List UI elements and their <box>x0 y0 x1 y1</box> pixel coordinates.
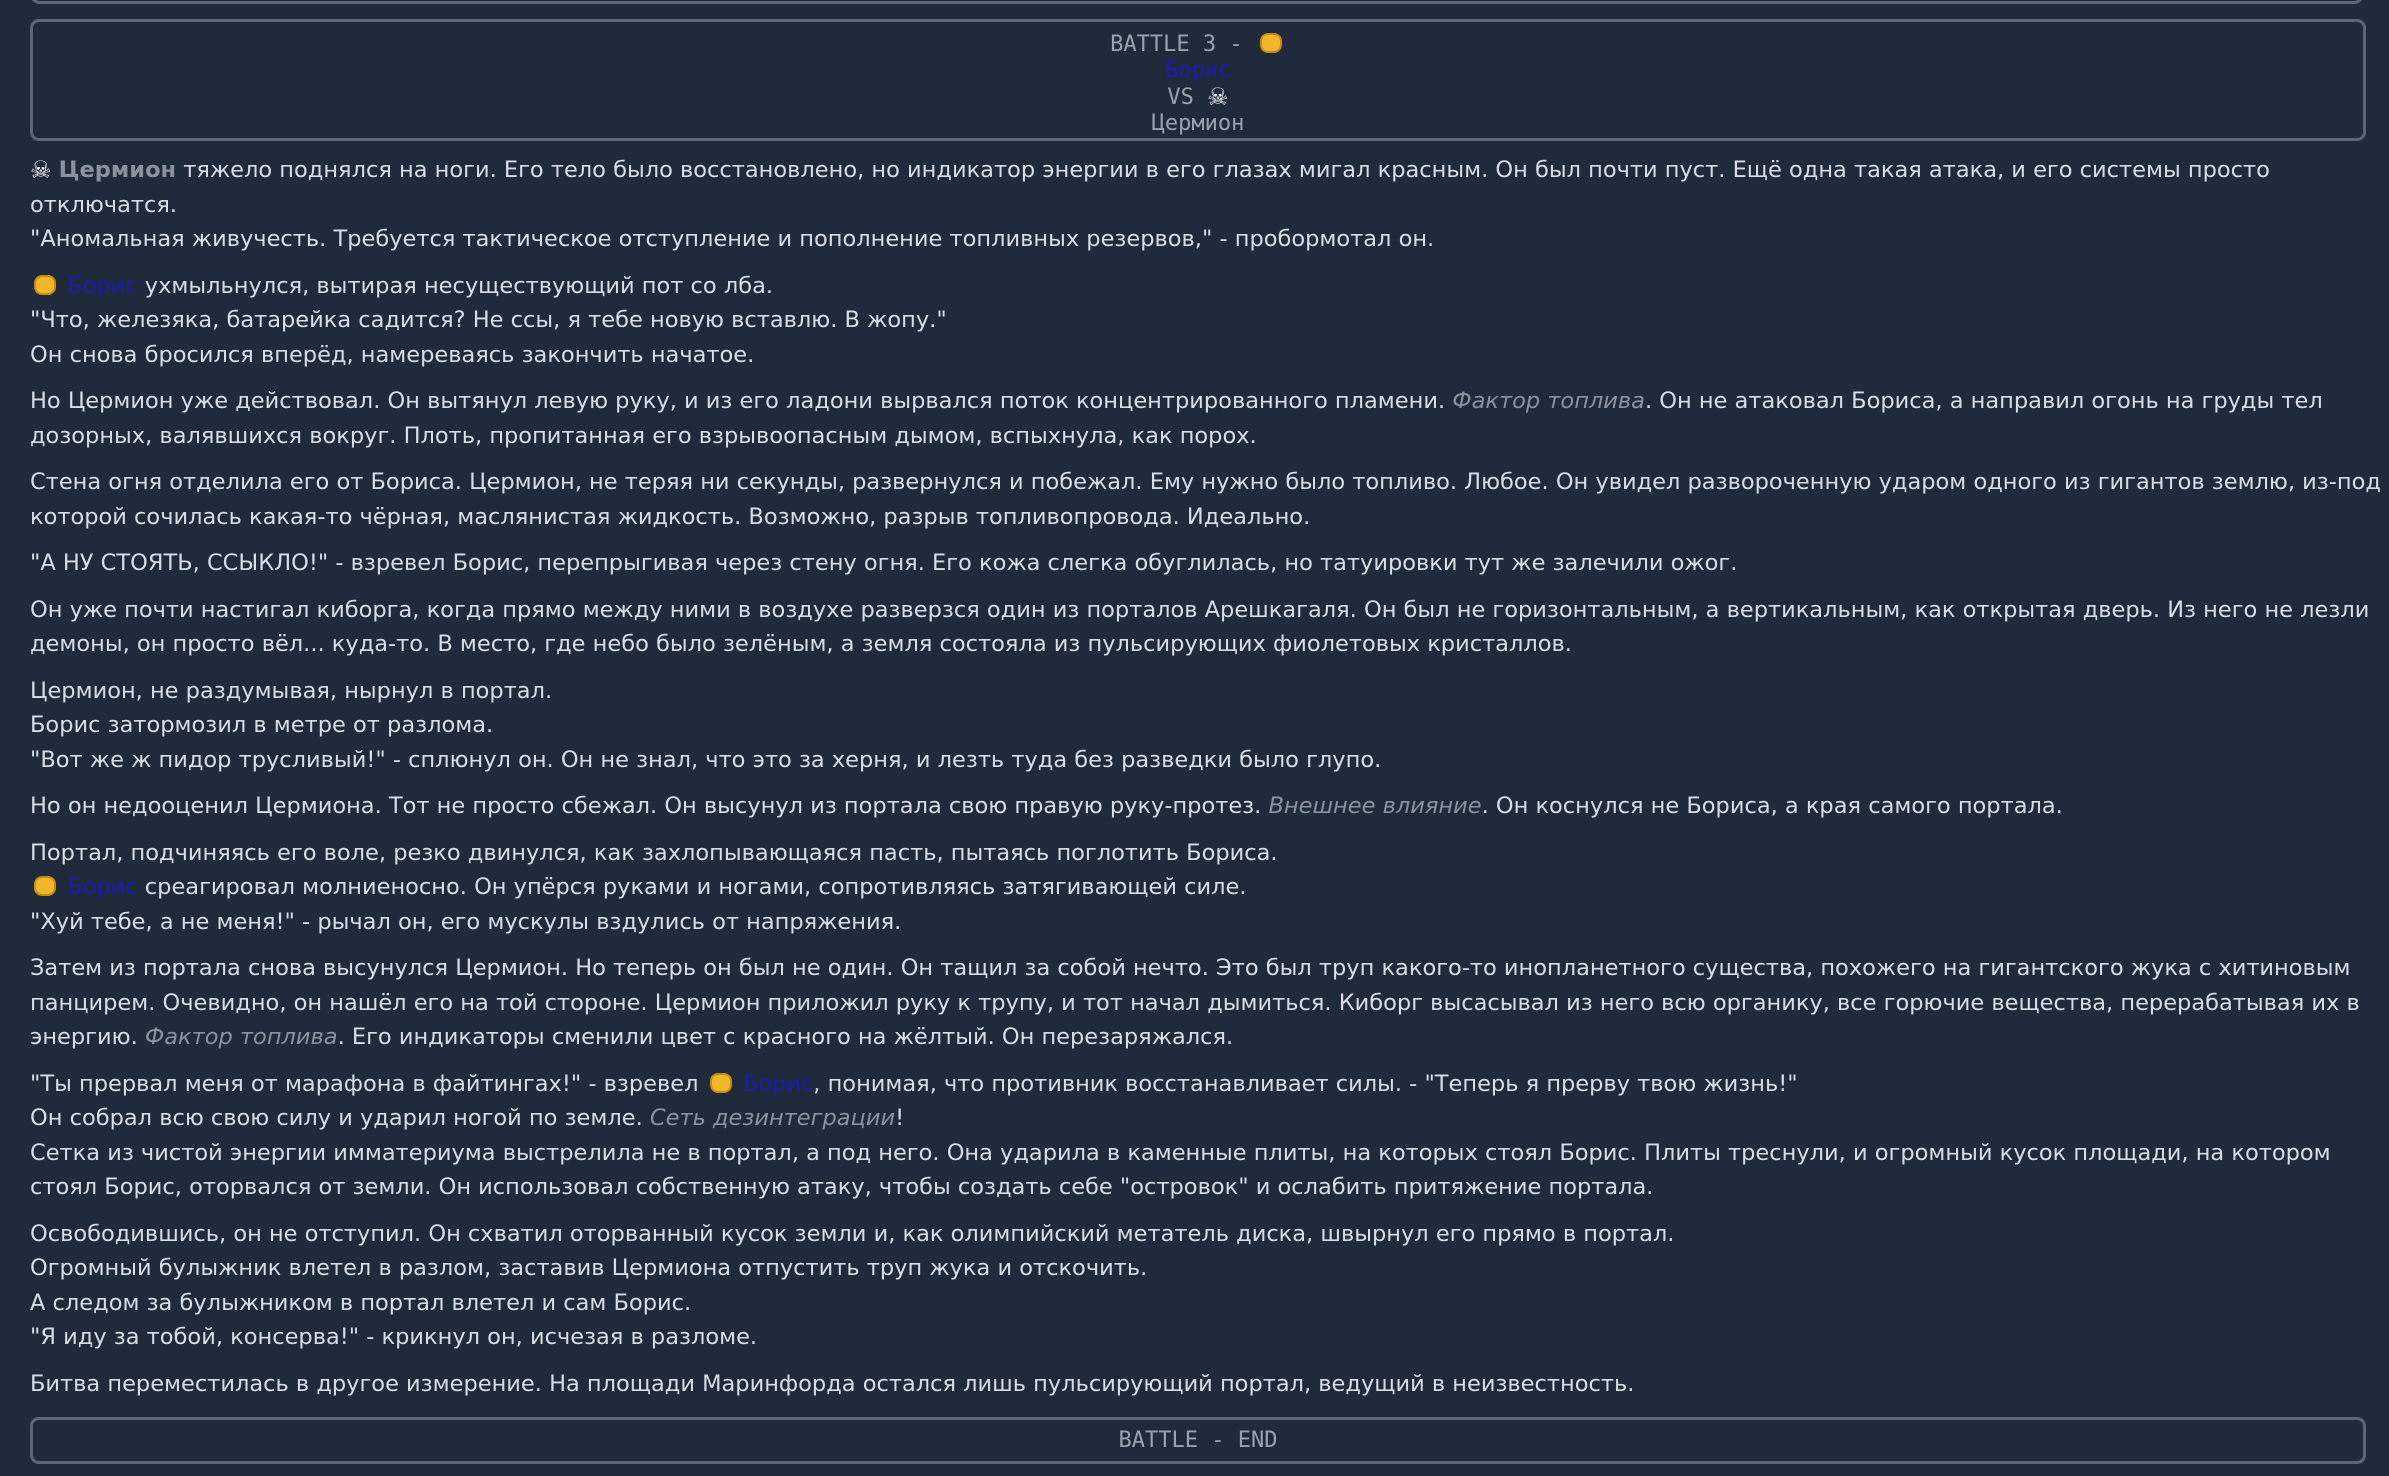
story-text: А следом за булыжником в портал влетел и сам Борис. <box>30 1289 692 1316</box>
story-text: Битва переместилась в другое измерение. На площади Маринфорда остался лишь пульсирующий портал, ведущий в неизвестность. <box>30 1370 1635 1397</box>
battle-header <box>30 19 2366 141</box>
story-text: Цермион, не раздумывая, нырнул в портал. <box>30 677 553 704</box>
fist-icon <box>34 275 56 295</box>
battle-title-line <box>33 32 2363 58</box>
story-text: Затем из портала снова высунулся Цермион. Но теперь он был не один. Он тащил за собой нечто. Это был труп какого-то инопланетного существа, похожего на гигантского жука с хитиновым <box>30 955 2351 981</box>
story-text: . Он коснулся не Бориса, а края самого портала. <box>1481 793 2063 819</box>
story-text: Освободившись, он не отступил. Он схватил оторванный кусок земли и, как олимпийский метатель диска, швырнул его прямо в портал. <box>30 1220 1675 1247</box>
skill-name: Сеть дезинтеграции <box>649 1105 896 1131</box>
story-text: . Он не атаковал Бориса, а направил огонь на груды тел <box>1644 388 2323 414</box>
hero-name: Борис <box>742 1070 814 1097</box>
skull-icon: ☠ <box>1207 83 1229 111</box>
story-text: Он собрал всю свою силу и ударил ногой по земле. <box>30 1105 643 1131</box>
fist-icon <box>1260 33 1282 53</box>
vs-line <box>33 84 2363 111</box>
story-text: Он снова бросился вперёд, намереваясь закончить начатое. <box>30 341 755 368</box>
story-text: . Его индикаторы сменили цвет с красного на жёлтый. Он перезаряжался. <box>337 1024 1234 1050</box>
story-text: тяжело поднялся на ноги. Его тело было восстановлено, но индикатор энергии в его глазах мигал красным. Он был почти пуст. Ещё одна такая атака, и его системы просто <box>183 157 2270 183</box>
story-text: , понимая, что противник восстанавливает силы. - "Теперь я прерву твою жизнь!" <box>813 1070 1798 1097</box>
story-text: стоял Борис, оторвался от земли. Он использовал собственную атаку, чтобы создать себе "островок" и ослабить притяжение портала. <box>30 1174 1654 1200</box>
story-paragraph <box>30 789 2366 824</box>
battle-title: BATTLE 3 - <box>1110 32 1243 57</box>
story-text: "Что, железяка, батарейка садится? Не ссы, я тебе новую вставлю. В жопу." <box>30 307 947 333</box>
story-text: отключатся. <box>30 191 178 218</box>
story-text: Он уже почти настигал киборга, когда прямо между ними в воздухе разверзся один из порталов Арешкагаля. Он был не горизонтальным, а вертикальным, как открытая дверь. Из него не лезли <box>30 596 2370 623</box>
story-paragraph <box>30 546 2366 581</box>
skull-icon: ☠ <box>30 156 52 184</box>
battle-story <box>30 153 2381 1413</box>
story-text: "Аномальная живучесть. Требуется тактическое отступление и пополнение топливных резервов," - пробормотал он. <box>30 226 1435 252</box>
hero-name: Борис <box>67 272 138 299</box>
story-text: Борис затормозил в метре от разлома. <box>30 712 494 738</box>
skill-name: Внешнее влияние <box>1268 793 1482 819</box>
story-text: Стена огня отделила его от Бориса. Цермион, не теряя ни секунды, развернулся и побежал. Ему нужно было топливо. Любое. Он увидел развороченную ударом одного из гигантов землю, из-под <box>30 469 2381 495</box>
skill-name: Фактор топлива <box>1452 388 1645 414</box>
hero-name: Борис <box>67 874 138 900</box>
story-text: Но он недооценил Цермиона. Тот не просто сбежал. Он высунул из портала свою правую руку-протез. <box>30 793 1262 819</box>
story-paragraph <box>30 465 2381 534</box>
story-text: Но Цермион уже действовал. Он вытянул левую руку, и из его ладони вырвался поток концентрированного пламени. <box>30 388 1446 414</box>
story-text: которой сочилась какая-то чёрная, маслянистая жидкость. Возможно, разрыв топливопровода. Идеально. <box>30 503 1311 530</box>
story-paragraph <box>30 1367 2366 1402</box>
skill-name: Фактор топлива <box>144 1024 338 1050</box>
story-text: ухмыльнулся, вытирая несуществующий пот со лба. <box>144 272 774 299</box>
story-paragraph <box>30 674 2366 778</box>
previous-block-border <box>30 0 2364 4</box>
story-paragraph <box>30 593 2370 662</box>
story-paragraph <box>30 836 2366 940</box>
story-text: энергию. <box>30 1024 138 1050</box>
story-text: "Ты прервал меня от марафона в файтингах!" - взревел <box>30 1070 699 1097</box>
story-text: "Я иду за тобой, консерва!" - крикнул он, исчезая в разломе. <box>30 1324 758 1350</box>
story-text: "Вот же ж пидор трусливый!" - сплюнул он. Он не знал, что это за херня, и лезть туда без разведки было глупо. <box>30 746 1382 773</box>
header-hero-name: Борис <box>1164 58 1232 83</box>
header-villain-name: Цермион <box>1151 111 1245 136</box>
battle-footer: BATTLE - END <box>30 1417 2366 1464</box>
story-text: среагировал молниеносно. Он упёрся руками и ногами, сопротивляясь затягивающей силе. <box>144 874 1247 900</box>
story-text: панцирем. Очевидно, он нашёл его на той стороне. Цермион приложил руку к трупу, и тот начал дымиться. Киборг высасывал из него всю органику, все горючие вещества, перерабатывая их в <box>30 989 2360 1016</box>
story-paragraph <box>30 1067 2366 1205</box>
story-text: Огромный булыжник влетел в разлом, заставив Цермиона отпустить труп жука и отскочить. <box>30 1255 1148 1281</box>
villain-name: Цермион <box>58 157 177 183</box>
story-text: демоны, он просто вёл... куда-то. В место, где небо было зелёным, а земля состояла из пульсирующих фиолетовых кристаллов. <box>30 631 1572 657</box>
fist-icon <box>710 1073 732 1093</box>
story-paragraph <box>30 384 2366 453</box>
story-paragraph <box>30 951 2366 1055</box>
story-text: Сетка из чистой энергии имматериума выстрелила не в портал, а под него. Она ударила в каменные плиты, на которых стоял Борис. Плиты треснули, и огромный кусок площади, на котором <box>30 1139 2331 1166</box>
story-paragraph <box>30 153 2366 257</box>
vs-label: VS <box>1167 85 1194 110</box>
story-text: ! <box>895 1105 905 1131</box>
story-paragraph <box>30 1217 2366 1355</box>
story-text: "Хуй тебе, а не меня!" - рычал он, его мускулы вздулись от напряжения. <box>30 908 902 935</box>
story-text: дозорных, валявшихся вокруг. Плоть, пропитанная его взрывоопасным дымом, вспыхнула, как порох. <box>30 422 1257 449</box>
story-text: Портал, подчиняясь его воле, резко двинулся, как захлопывающаяся пасть, пытаясь поглотить Бориса. <box>30 839 1278 866</box>
story-paragraph <box>30 269 2366 373</box>
fist-icon <box>34 876 56 896</box>
story-text: "А НУ СТОЯТЬ, ССЫКЛО!" - взревел Борис, перепрыгивая через стену огня. Его кожа слегка обуглилась, но татуировки тут же залечили ожог. <box>30 550 1738 576</box>
